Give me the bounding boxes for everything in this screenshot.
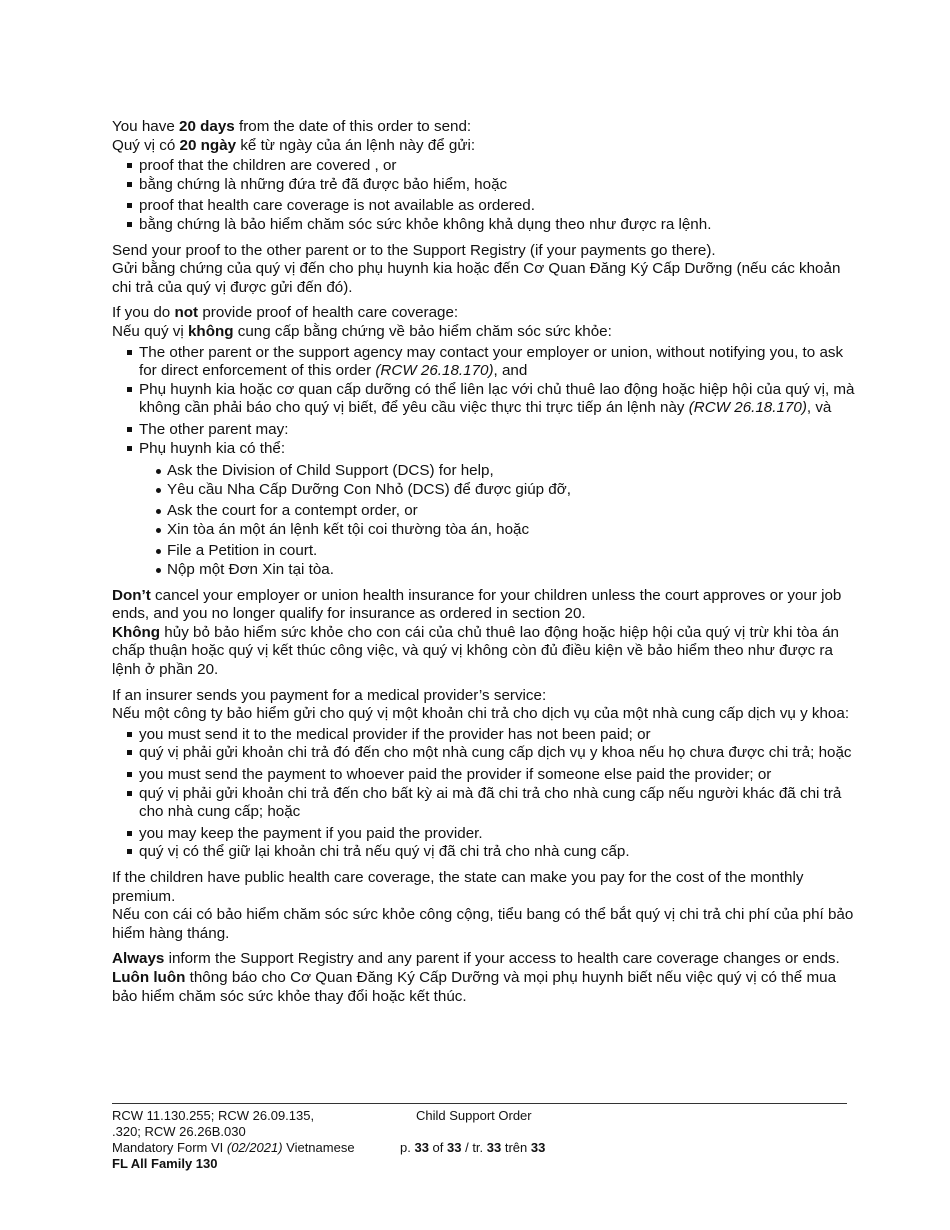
no-proof-en: If you do not provide proof of health care coverage: xyxy=(112,304,459,322)
insurer-list xyxy=(112,726,864,862)
sub-list-item: Ask the Division of Child Support (DCS) for help, xyxy=(139,462,864,481)
send-proof-section xyxy=(112,242,864,298)
public-coverage-section xyxy=(112,869,864,943)
always-inform-section xyxy=(112,950,864,1006)
footer-form-code: FL All Family 130 xyxy=(112,1156,218,1171)
list-item: proof that the children are covered , or xyxy=(112,157,864,176)
always-inform-en: Always inform the Support Registry and any parent if your access to health care coverage changes or ends. xyxy=(112,950,840,968)
list-item: The other parent or the support agency may contact your employer or union, without notifying you, to ask for direct enforcement of this order (RCW 26.18.170), and xyxy=(112,344,864,381)
page-footer xyxy=(112,1103,847,1171)
no-proof-vi: Nếu quý vị không cung cấp bằng chứng về bảo hiểm chăm sóc sức khỏe: xyxy=(112,322,612,340)
list-item: quý vị phải gửi khoản chi trả đó đến cho một nhà cung cấp dịch vụ y khoa nếu họ chưa được chi trả; hoặc xyxy=(112,744,864,763)
other-parent-options xyxy=(139,462,864,580)
footer-rcw-line-2: .320; RCW 26.26B.030 xyxy=(112,1124,246,1139)
list-item: bằng chứng là những đứa trẻ đã được bảo hiểm, hoặc xyxy=(112,176,864,195)
insurer-section xyxy=(112,687,864,862)
list-item: you must send the payment to whoever paid the provider if someone else paid the provider; or xyxy=(112,766,864,785)
list-item: Phụ huynh kia có thể: Ask the Division of Child Support (DCS) for help, Yêu cầu Nha Cấp Dưỡng Con Nhỏ (DCS) để được giúp đỡ, Ask the court for a contempt order, or Xin tòa án một án lệnh kết tội coi thường tòa án, hoặc File a Petition in court. Nộp một Đơn Xin tại tòa. xyxy=(112,440,864,580)
insurer-vi: Nếu một công ty bảo hiểm gửi cho quý vị một khoản chi trả cho dịch vụ của một nhà cung cấp dịch vụ y khoa: xyxy=(112,705,850,723)
list-item: you may keep the payment if you paid the provider. xyxy=(112,825,864,844)
sub-list-item: Xin tòa án một án lệnh kết tội coi thường tòa án, hoặc xyxy=(139,521,864,540)
intro-section xyxy=(112,118,864,235)
sub-list-item: Yêu cầu Nha Cấp Dưỡng Con Nhỏ (DCS) để được giúp đỡ, xyxy=(139,481,864,500)
list-item: The other parent may: xyxy=(112,421,864,440)
footer-citation xyxy=(112,1108,402,1172)
intro-vi: Quý vị có 20 ngày kể từ ngày của án lệnh này để gửi: xyxy=(112,136,476,154)
insurer-en: If an insurer sends you payment for a medical provider’s service: xyxy=(112,686,547,704)
footer-title-block xyxy=(400,1108,660,1156)
always-inform-vi: Luôn luôn thông báo cho Cơ Quan Đăng Ký Cấp Dưỡng và mọi phụ huynh biết nếu việc quý vị có thể mua bảo hiểm chăm sóc sức khỏe thay đổi hoặc kết thúc. xyxy=(112,968,837,1005)
sub-list-item: Ask the court for a contempt order, or xyxy=(139,502,864,521)
footer-document-title: Child Support Order xyxy=(416,1108,532,1123)
send-proof-en: Send your proof to the other parent or to the Support Registry (if your payments go there). xyxy=(112,241,716,259)
dont-cancel-section xyxy=(112,587,864,680)
footer-rcw-line-1: RCW 11.130.255; RCW 26.09.135, xyxy=(112,1108,315,1123)
dont-cancel-en: Don’t cancel your employer or union health insurance for your children unless the court approves or your job ends, and you no longer qualify for insurance as ordered in section 20. xyxy=(112,586,842,623)
intro-list xyxy=(112,157,864,234)
sub-list-item: File a Petition in court. xyxy=(139,542,864,561)
send-proof-vi: Gửi bằng chứng của quý vị đến cho phụ huynh kia hoặc đến Cơ Quan Đăng Ký Cấp Dưỡng (nếu các khoản chi trả của quý vị được gửi đến đó). xyxy=(112,260,841,296)
sub-list-item: Nộp một Đơn Xin tại tòa. xyxy=(139,561,864,580)
public-coverage-vi: Nếu con cái có bảo hiểm chăm sóc sức khỏe công cộng, tiểu bang có thể bắt quý vị chi trả chi phí của phí bảo hiểm hàng tháng. xyxy=(112,906,854,942)
list-item: bằng chứng là bảo hiểm chăm sóc sức khỏe không khả dụng theo như được ra lệnh. xyxy=(112,216,864,235)
footer-page-number: p. 33 of 33 / tr. 33 trên 33 xyxy=(400,1140,546,1155)
list-item: proof that health care coverage is not available as ordered. xyxy=(112,197,864,216)
footer-form-name: Mandatory Form VI (02/2021) Vietnamese xyxy=(112,1140,355,1155)
list-item: quý vị phải gửi khoản chi trả đến cho bất kỳ ai mà đã chi trả cho nhà cung cấp nếu người khác đã chi trả cho nhà cung cấp; hoặc xyxy=(112,785,864,822)
list-item: Phụ huynh kia hoặc cơ quan cấp dưỡng có thể liên lạc với chủ thuê lao động hoặc hiệp hội của quý vị, mà không cần phải báo cho quý vị biết, để yêu cầu việc thực thi trực tiếp án lệnh này (RCW 26.18.170), và xyxy=(112,381,864,418)
intro-en: You have 20 days from the date of this order to send: xyxy=(112,118,472,135)
public-coverage-en: If the children have public health care coverage, the state can make you pay for the cost of the monthly premium. xyxy=(112,868,804,905)
no-proof-section xyxy=(112,304,864,579)
list-item: you must send it to the medical provider if the provider has not been paid; or xyxy=(112,726,864,745)
document-body xyxy=(112,118,864,1013)
no-proof-list xyxy=(112,344,864,580)
dont-cancel-vi: Không hủy bỏ bảo hiểm sức khỏe cho con cái của chủ thuê lao động hoặc hiệp hội của quý vị trừ khi tòa án chấp thuận hoặc quý vị kết thúc công việc, và quý vị không còn đủ điều kiện về bảo hiểm theo như được ra lệnh ở phần 20. xyxy=(112,623,839,679)
list-item: quý vị có thể giữ lại khoản chi trả nếu quý vị đã chi trả cho nhà cung cấp. xyxy=(112,843,864,862)
